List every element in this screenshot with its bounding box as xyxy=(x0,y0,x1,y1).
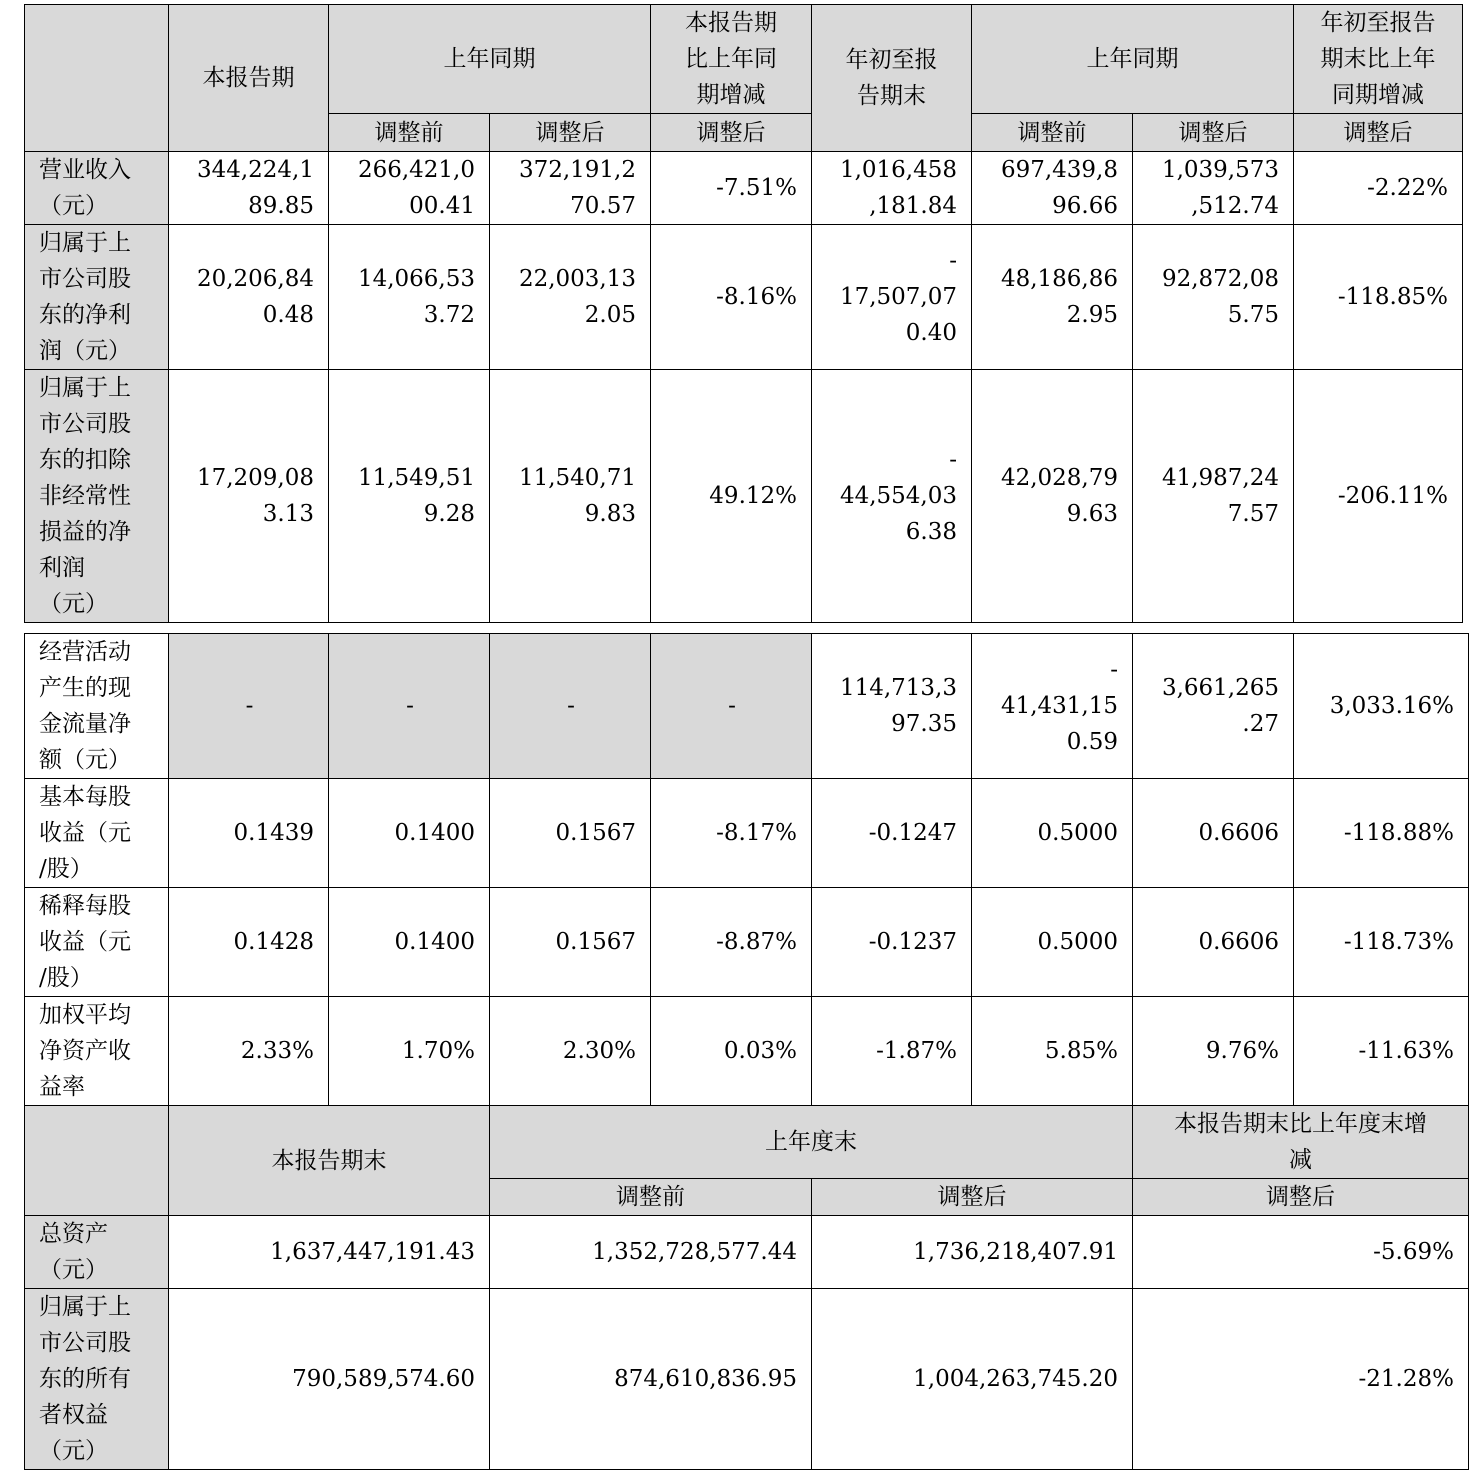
row-label: 归属于上 市公司股 东的所有 者权益 （元） xyxy=(25,1289,169,1470)
header-before-adjustment: 调整前 xyxy=(490,1179,812,1216)
table-cell: -8.16% xyxy=(651,225,812,370)
table-cell: -11.63% xyxy=(1294,997,1469,1106)
table-row xyxy=(25,997,1469,1106)
table-row xyxy=(25,779,1469,888)
row-label: 归属于上 市公司股 东的净利 润（元） xyxy=(25,225,169,370)
header-before-adjustment: 调整前 xyxy=(329,114,490,152)
table-cell: 0.1400 xyxy=(329,888,490,997)
table-cell: 20,206,84 0.48 xyxy=(169,225,329,370)
row-label: 基本每股 收益（元 /股） xyxy=(25,779,169,888)
table-cell: - 41,431,15 0.59 xyxy=(972,634,1133,779)
table-row xyxy=(25,634,1469,779)
row-label: 营业收入 （元） xyxy=(25,152,169,225)
header-prior-ytd: 上年同期 xyxy=(972,5,1294,114)
table-cell: 48,186,86 2.95 xyxy=(972,225,1133,370)
header-ytd-change: 年初至报告 期末比上年 同期增减 xyxy=(1294,5,1463,114)
financial-summary-table-bottom xyxy=(24,633,1469,1470)
table-cell: 1,004,263,745.20 xyxy=(812,1289,1133,1470)
table-cell: -8.17% xyxy=(651,779,812,888)
table-cell: 49.12% xyxy=(651,370,812,623)
table-cell: 5.85% xyxy=(972,997,1133,1106)
table-cell: -118.73% xyxy=(1294,888,1469,997)
table-cell: 42,028,79 9.63 xyxy=(972,370,1133,623)
header-after-adjustment: 调整后 xyxy=(651,114,812,152)
table-cell: 0.5000 xyxy=(972,888,1133,997)
table-cell: -118.85% xyxy=(1294,225,1463,370)
table-cell: 790,589,574.60 xyxy=(169,1289,490,1470)
table-cell: - 17,507,07 0.40 xyxy=(812,225,972,370)
table-cell: 11,549,51 9.28 xyxy=(329,370,490,623)
table-row xyxy=(25,370,1463,623)
table-cell: 1.70% xyxy=(329,997,490,1106)
header-blank-cell xyxy=(25,5,169,152)
table-cell: - xyxy=(169,634,329,779)
table-cell: 1,352,728,577.44 xyxy=(490,1216,812,1289)
table-cell: -5.69% xyxy=(1133,1216,1469,1289)
header-period-end: 本报告期末 xyxy=(169,1106,490,1216)
row-label: 稀释每股 收益（元 /股） xyxy=(25,888,169,997)
header-before-adjustment: 调整前 xyxy=(972,114,1133,152)
table-cell: 874,610,836.95 xyxy=(490,1289,812,1470)
table-cell: 2.33% xyxy=(169,997,329,1106)
table-cell: -0.1247 xyxy=(812,779,972,888)
table-cell: 0.5000 xyxy=(972,779,1133,888)
table-cell: 0.1567 xyxy=(490,888,651,997)
table-cell: - 44,554,03 6.38 xyxy=(812,370,972,623)
table-cell: 9.76% xyxy=(1133,997,1294,1106)
table-cell: -0.1237 xyxy=(812,888,972,997)
header-current-period: 本报告期 xyxy=(169,5,329,152)
table-cell: 22,003,13 2.05 xyxy=(490,225,651,370)
table-cell: 697,439,8 96.66 xyxy=(972,152,1133,225)
table-cell: -206.11% xyxy=(1294,370,1463,623)
table-cell: 0.03% xyxy=(651,997,812,1106)
table-cell: 1,039,573 ,512.74 xyxy=(1133,152,1294,225)
table-cell: 0.6606 xyxy=(1133,888,1294,997)
table-cell: 1,016,458 ,181.84 xyxy=(812,152,972,225)
table-cell: 114,713,3 97.35 xyxy=(812,634,972,779)
table-cell: - xyxy=(490,634,651,779)
header-after-adjustment: 调整后 xyxy=(490,114,651,152)
table-cell: -8.87% xyxy=(651,888,812,997)
table-cell: 3,033.16% xyxy=(1294,634,1469,779)
table-cell: 0.1400 xyxy=(329,779,490,888)
table-cell: - xyxy=(651,634,812,779)
header-after-adjustment: 调整后 xyxy=(1294,114,1463,152)
table-row xyxy=(25,888,1469,997)
table-row xyxy=(25,1289,1469,1470)
table-cell: -7.51% xyxy=(651,152,812,225)
table-cell: 1,637,447,191.43 xyxy=(169,1216,490,1289)
header-period-change: 本报告期 比上年同 期增减 xyxy=(651,5,812,114)
table-cell: 0.6606 xyxy=(1133,779,1294,888)
header-blank-cell xyxy=(25,1106,169,1216)
row-label: 经营活动 产生的现 金流量净 额（元） xyxy=(25,634,169,779)
table-cell: 41,987,24 7.57 xyxy=(1133,370,1294,623)
row-label: 加权平均 净资产收 益率 xyxy=(25,997,169,1106)
table-cell: 17,209,08 3.13 xyxy=(169,370,329,623)
table-cell: 344,224,1 89.85 xyxy=(169,152,329,225)
table-cell: 0.1439 xyxy=(169,779,329,888)
table-cell: 266,421,0 00.41 xyxy=(329,152,490,225)
table-row xyxy=(25,1216,1469,1289)
table-cell: -1.87% xyxy=(812,997,972,1106)
row-label: 总资产 （元） xyxy=(25,1216,169,1289)
header-prior-period: 上年同期 xyxy=(329,5,651,114)
table-cell: 2.30% xyxy=(490,997,651,1106)
table-cell: -2.22% xyxy=(1294,152,1463,225)
table-row xyxy=(25,225,1463,370)
table-cell: 0.1567 xyxy=(490,779,651,888)
header-period-end-change: 本报告期末比上年度末增 减 xyxy=(1133,1106,1469,1179)
row-label: 归属于上 市公司股 东的扣除 非经常性 损益的净 利润 （元） xyxy=(25,370,169,623)
header-after-adjustment: 调整后 xyxy=(1133,1179,1469,1216)
table-cell: - xyxy=(329,634,490,779)
table-cell: -118.88% xyxy=(1294,779,1469,888)
table-cell: 92,872,08 5.75 xyxy=(1133,225,1294,370)
header-ytd: 年初至报 告期末 xyxy=(812,5,972,152)
table-cell: 372,191,2 70.57 xyxy=(490,152,651,225)
table-cell: 14,066,53 3.72 xyxy=(329,225,490,370)
table-cell: 0.1428 xyxy=(169,888,329,997)
financial-summary-table-top xyxy=(24,4,1463,623)
table-cell: 3,661,265 .27 xyxy=(1133,634,1294,779)
table-row xyxy=(25,152,1463,225)
table-cell: 11,540,71 9.83 xyxy=(490,370,651,623)
header-after-adjustment: 调整后 xyxy=(812,1179,1133,1216)
table-cell: -21.28% xyxy=(1133,1289,1469,1470)
table-cell: 1,736,218,407.91 xyxy=(812,1216,1133,1289)
header-after-adjustment: 调整后 xyxy=(1133,114,1294,152)
header-prior-year-end: 上年度末 xyxy=(490,1106,1133,1179)
